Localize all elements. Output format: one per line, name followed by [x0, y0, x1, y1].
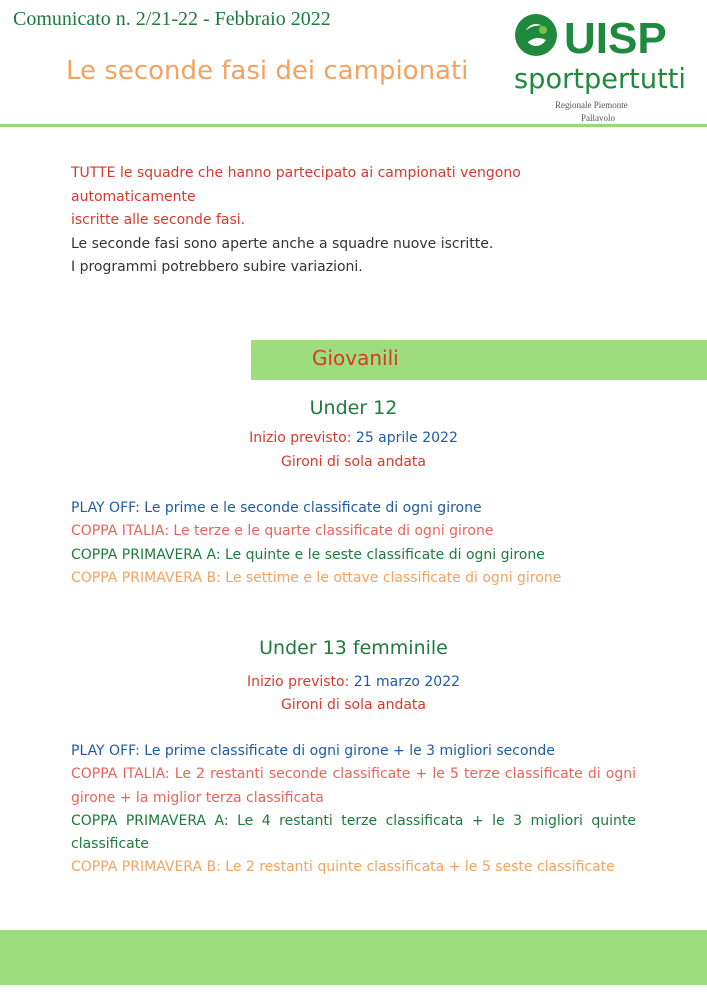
list-item: PLAY OFF: Le prime classificate di ogni girone + le 3 migliori seconde — [71, 743, 555, 759]
list-item: COPPA PRIMAVERA A: Le 4 restanti terze classificata + le 3 migliori quinte classificate — [71, 812, 636, 853]
start-label: Inizio previsto: — [246, 674, 350, 690]
uisp-logo-icon — [510, 8, 690, 123]
under12-list — [71, 497, 636, 590]
start-date: 25 aprile 2022 — [355, 430, 458, 446]
header-divider — [0, 124, 707, 127]
intro-paragraph — [71, 162, 631, 280]
under12-format: Gironi di sola andata — [281, 454, 426, 470]
page-title: Le seconde fasi dei campionati — [66, 56, 469, 86]
start-date: 21 marzo 2022 — [353, 674, 461, 690]
svg-text:Regionale Piemonte: Regionale Piemonte — [555, 100, 628, 110]
under13-list — [71, 740, 636, 880]
under13-format: Gironi di sola andata — [281, 697, 426, 713]
communique-title: Comunicato n. 2/21-22 - Febbraio 2022 — [13, 8, 331, 30]
svg-text:UISP: UISP — [564, 14, 667, 63]
svg-text:sportpertutti: sportpertutti — [514, 62, 686, 95]
under13-title: Under 13 femminile — [259, 637, 448, 659]
section-title: Giovanili — [312, 346, 399, 370]
svg-text:Pallavolo: Pallavolo — [581, 113, 615, 123]
list-item: COPPA ITALIA: Le 2 restanti seconde classificate + le 5 terze classificate di ogni girone + la miglior terza classificata — [71, 766, 636, 806]
under13-start — [0, 674, 707, 690]
list-item: PLAY OFF: Le prime e le seconde classificate di ogni girone — [71, 500, 482, 516]
start-label: Inizio previsto: — [249, 430, 352, 446]
intro-line: Le seconde fasi sono aperte anche a squadre nuove iscritte. — [71, 235, 494, 252]
list-item: COPPA PRIMAVERA A: Le quinte e le seste classificate di ogni girone — [71, 546, 545, 563]
uisp-logo — [510, 8, 690, 123]
under12-start — [0, 430, 707, 446]
list-item: COPPA PRIMAVERA B: Le settime e le ottave classificate di ogni girone — [71, 569, 562, 586]
footer-band — [0, 930, 707, 985]
list-item: COPPA PRIMAVERA B: Le 2 restanti quinte classificata + le 5 seste classificate — [71, 859, 615, 876]
intro-line: I programmi potrebbero subire variazioni. — [71, 259, 363, 275]
intro-line: TUTTE le squadre che hanno partecipato ai campionati vengono automaticamente — [71, 165, 521, 205]
list-item: COPPA ITALIA: Le terze e le quarte classificate di ogni girone — [71, 523, 494, 540]
under12-title: Under 12 — [309, 397, 398, 419]
intro-line: iscritte alle seconde fasi. — [71, 212, 246, 228]
